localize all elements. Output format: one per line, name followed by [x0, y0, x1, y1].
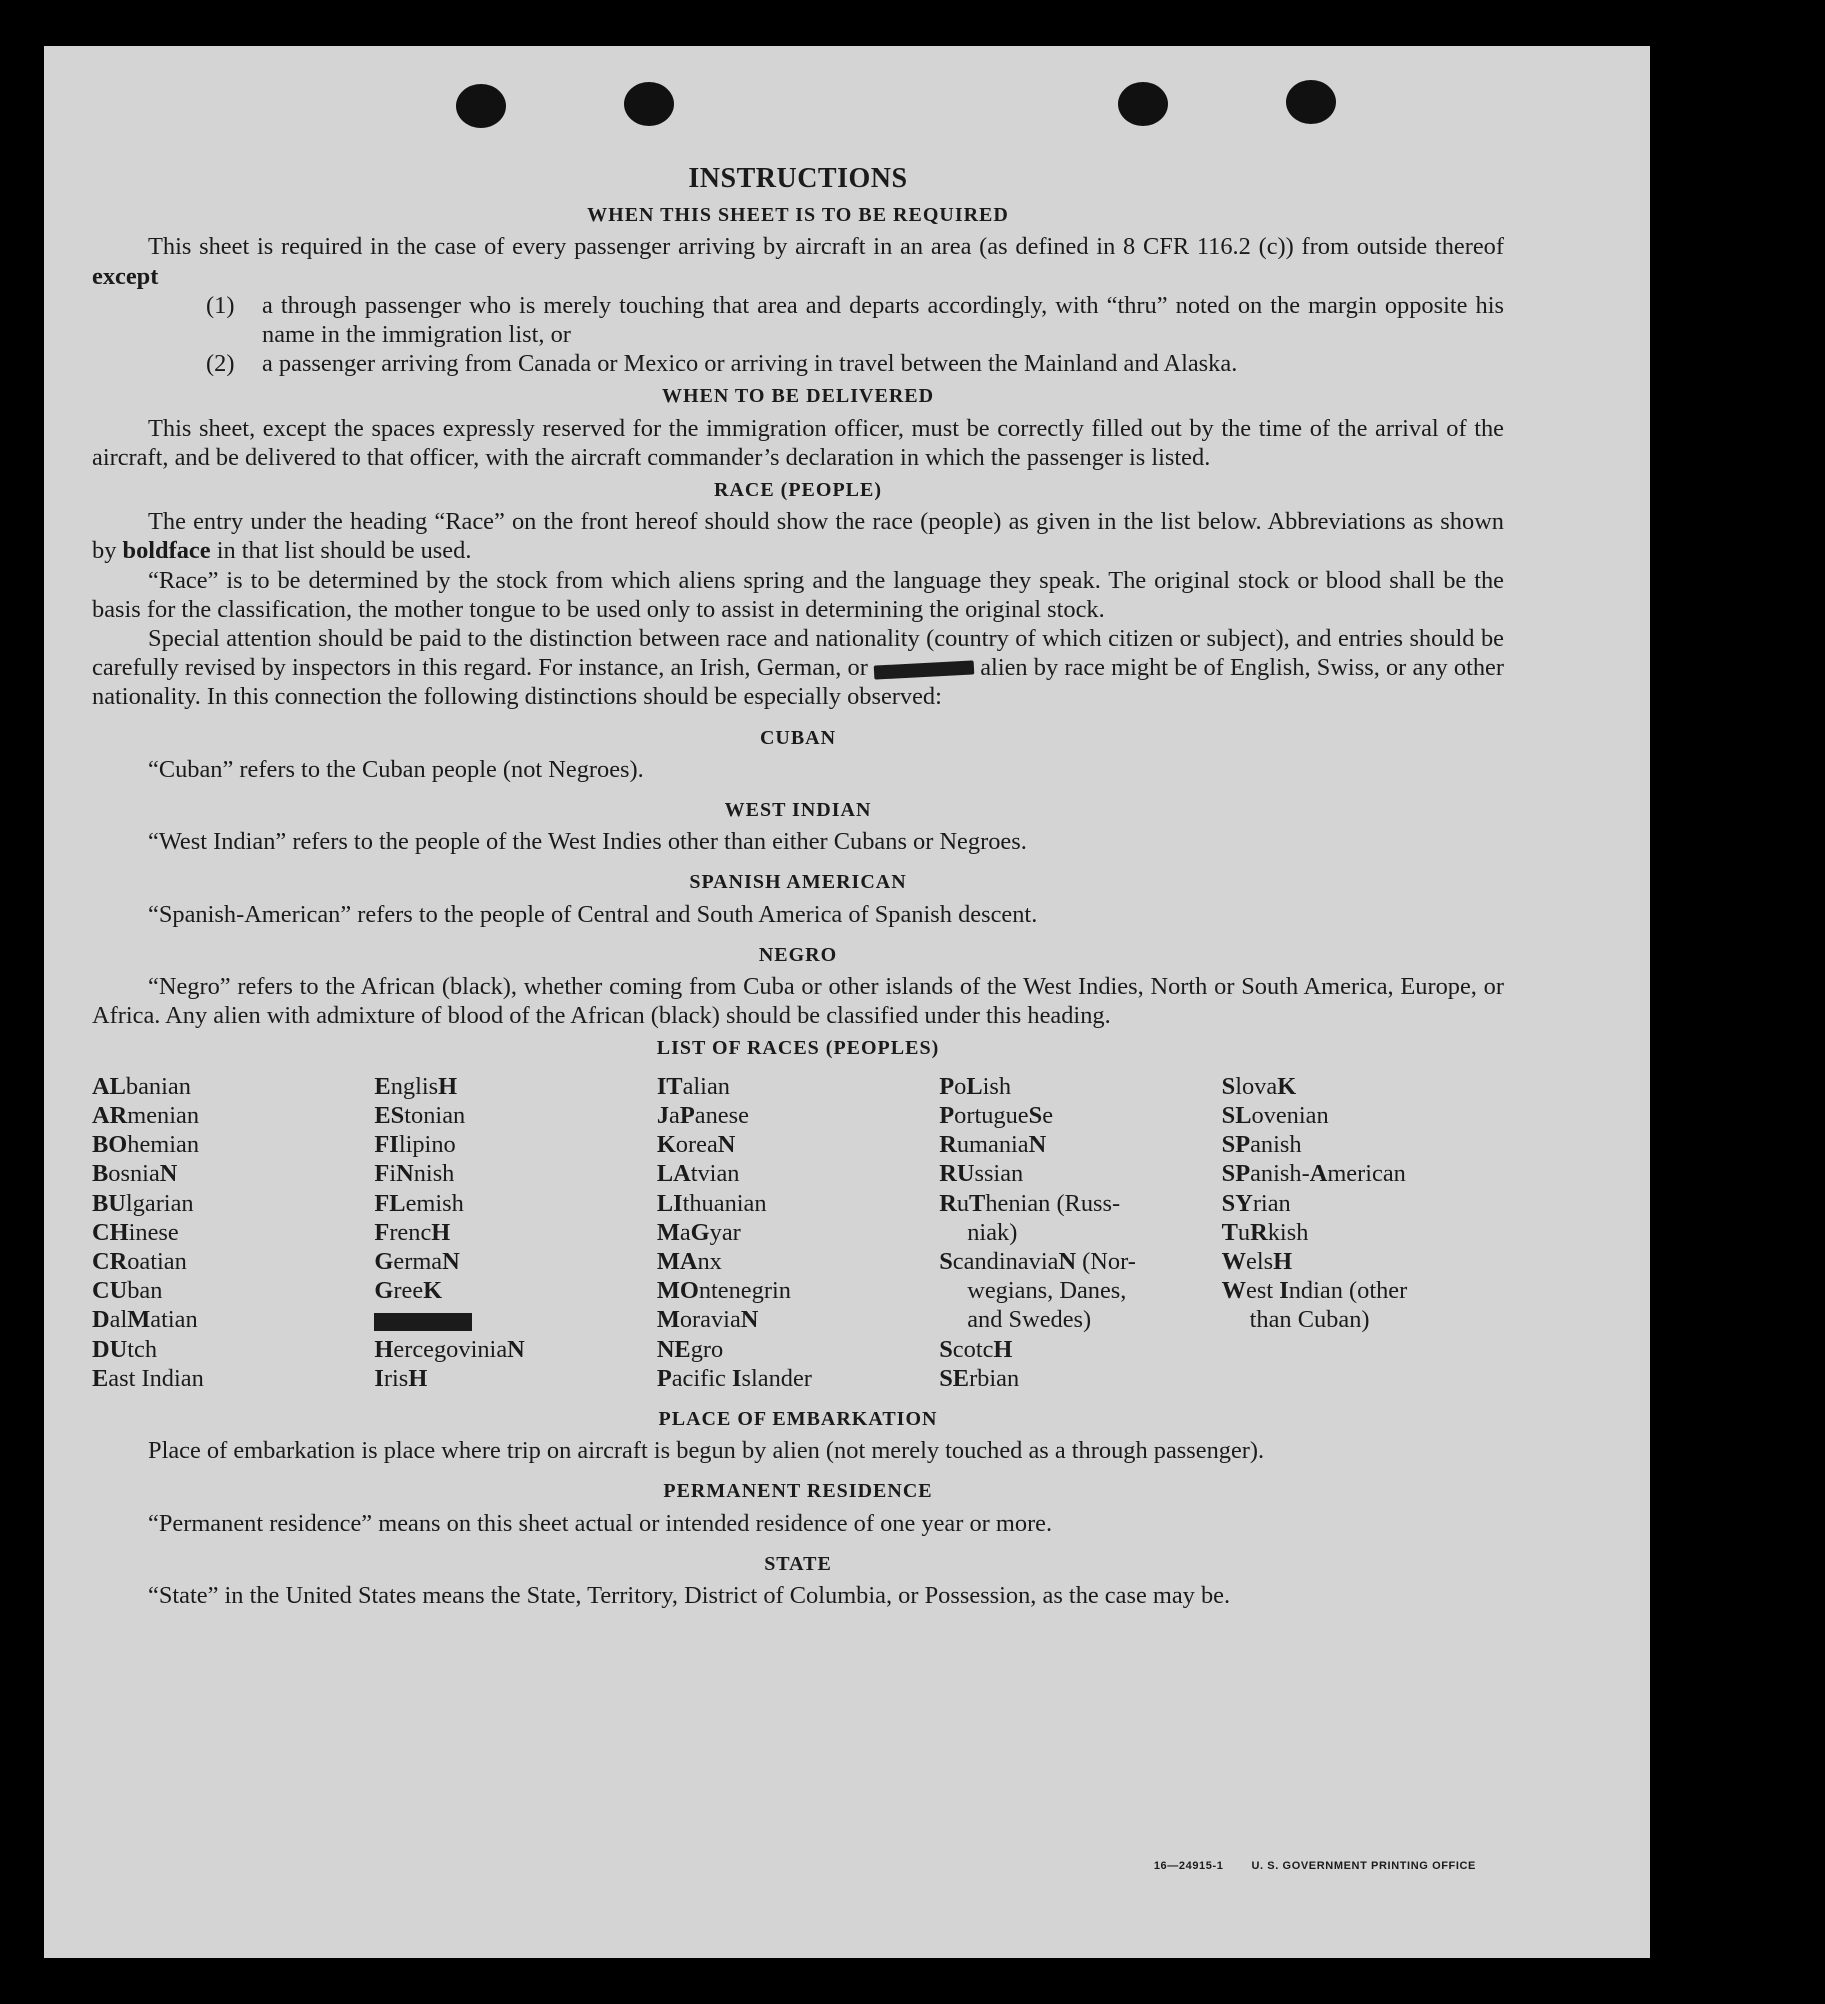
race-entry: East Indian — [92, 1364, 204, 1392]
race-entry: BosniaN — [92, 1160, 178, 1188]
race-entry: SYrian — [1221, 1189, 1291, 1217]
race-entry: MaGyar — [656, 1218, 741, 1246]
redaction-mark — [374, 1313, 472, 1331]
race-entry: CRoatian — [92, 1247, 187, 1275]
race-entry: BUlgarian — [92, 1189, 194, 1217]
race-entry: SPanish — [1221, 1131, 1302, 1159]
race-entry: FiNnish — [374, 1160, 455, 1188]
section-heading: PERMANENT RESIDENCE — [663, 1480, 933, 1503]
race-entry: ALbanian — [92, 1072, 191, 1100]
section-heading: WEST INDIAN — [724, 799, 872, 822]
section-heading: CUBAN — [759, 726, 837, 749]
race-entry: CHinese — [92, 1218, 179, 1246]
punch-hole — [624, 82, 674, 126]
paragraph: Place of embarkation is place where trip on aircraft is begun by alien (not merely touched as a through passenger). — [148, 1437, 1265, 1465]
race-entry: EStonian — [374, 1101, 466, 1129]
race-entry: CUban — [92, 1277, 163, 1305]
paragraph: “State” in the United States means the State, Territory, District of Columbia, or Possession, as the case may be. — [148, 1581, 1231, 1609]
races-column — [1222, 1072, 1504, 1393]
section-heading: WHEN THIS SHEET IS TO BE REQUIRED — [587, 204, 1009, 227]
punch-hole — [1118, 82, 1168, 126]
paragraph: “Spanish-American” refers to the people of Central and South America of Spanish descent. — [148, 900, 1038, 928]
paragraph: “West Indian” refers to the people of the West Indies other than either Cubans or Negroes. — [148, 828, 1027, 856]
race-entry: MAnx — [656, 1247, 722, 1275]
race-entry: KoreaN — [656, 1131, 736, 1159]
race-entry: wegians, Danes, — [967, 1277, 1127, 1305]
paragraph: The entry under the heading “Race” on the front hereof should show the race (people) as given in the list below. Abbreviations as shown by boldface in that list should be used. — [92, 508, 1504, 565]
race-entry: MoraviaN — [656, 1306, 759, 1334]
redaction-mark — [874, 660, 975, 679]
race-entry: FIlipino — [374, 1131, 456, 1159]
race-entry: Pacific Islander — [656, 1364, 812, 1392]
list-item: (2) a passenger arriving from Canada or Mexico or arriving in travel between the Mainland and Alaska. — [206, 350, 1238, 378]
race-entry: and Swedes) — [967, 1306, 1092, 1334]
race-entry: PortugueSe — [939, 1101, 1054, 1129]
race-entry: RuThenian (Russ- — [939, 1189, 1121, 1217]
section-heading: SPANISH AMERICAN — [689, 871, 907, 894]
race-entry: ScotcH — [939, 1335, 1013, 1363]
race-entry: EnglisH — [374, 1072, 458, 1100]
form-number: 16—24915-1 — [1153, 1860, 1224, 1872]
race-entry: SlovaK — [1221, 1072, 1297, 1100]
race-entry: FLemish — [374, 1189, 464, 1217]
section-heading: WHEN TO BE DELIVERED — [661, 385, 935, 408]
printer-footer — [1154, 1860, 1476, 1872]
document-sheet — [44, 46, 1650, 1958]
race-entry: GermaN — [374, 1247, 460, 1275]
race-entry: LAtvian — [656, 1160, 740, 1188]
races-column — [657, 1072, 939, 1393]
race-entry: than Cuban) — [1249, 1306, 1370, 1334]
race-entry: HercegoviniaN — [374, 1335, 525, 1363]
race-entry: MOntenegrin — [656, 1277, 791, 1305]
races-column — [939, 1072, 1221, 1393]
race-entry: RUssian — [939, 1160, 1024, 1188]
paragraph: “Negro” refers to the African (black), whether coming from Cuba or other islands of the West Indies, North or South America, Europe, or Africa. Any alien with admixture of blood of the African (black) should be classified under this heading. — [92, 973, 1504, 1030]
race-entry: NEgro — [656, 1335, 724, 1363]
punch-hole — [456, 84, 506, 128]
race-entry: JaPanese — [656, 1101, 749, 1129]
race-entry: ITalian — [656, 1072, 730, 1100]
race-entry: DalMatian — [92, 1306, 198, 1334]
race-entry: IrisH — [374, 1364, 428, 1392]
paragraph: “Cuban” refers to the Cuban people (not Negroes). — [148, 755, 644, 783]
printer-name: U. S. GOVERNMENT PRINTING OFFICE — [1251, 1860, 1476, 1872]
page-title: INSTRUCTIONS — [688, 163, 908, 194]
race-entry: niak) — [967, 1218, 1018, 1246]
race-entry: ScandinaviaN (Nor- — [939, 1247, 1136, 1275]
race-entry: WelsH — [1221, 1247, 1293, 1275]
race-entry: GreeK — [374, 1277, 443, 1305]
paragraph: This sheet, except the spaces expressly reserved for the immigration officer, must be correctly filled out by the time of the arrival of the aircraft, and be delivered to that officer, with the aircraft commander’s declaration in which the passenger is listed. — [92, 414, 1504, 471]
races-list — [92, 1072, 1504, 1393]
instructions-body — [92, 164, 1504, 1610]
paragraph: “Race” is to be determined by the stock from which aliens spring and the language they speak. The original stock or blood shall be the basis for the classification, the mother tongue to be used only to assist in determining the original stock. — [92, 566, 1504, 623]
races-column — [374, 1072, 656, 1393]
race-entry: SErbian — [939, 1364, 1020, 1392]
paragraph: This sheet is required in the case of every passenger arriving by aircraft in an area (as defined in 8 CFR 116.2 (c)) from outside thereof except — [92, 233, 1504, 290]
race-entry: TuRkish — [1221, 1218, 1309, 1246]
section-heading: PLACE OF EMBARKATION — [658, 1407, 938, 1430]
section-heading: NEGRO — [758, 943, 838, 966]
race-entry: BOhemian — [92, 1131, 200, 1159]
section-heading: RACE (PEOPLE) — [714, 479, 882, 502]
race-entry: West Indian (other — [1221, 1277, 1408, 1305]
race-entry: FrencH — [374, 1218, 451, 1246]
race-entry: ARmenian — [92, 1101, 200, 1129]
section-heading: LIST OF RACES (PEOPLES) — [656, 1037, 940, 1060]
list-item: (1) a through passenger who is merely touching that area and departs accordingly, with “thru” noted on the margin opposite his name in the immigration list, or — [206, 291, 1504, 349]
race-entry: RumaniaN — [939, 1131, 1047, 1159]
race-entry — [374, 1305, 656, 1334]
race-entry: LIthuanian — [656, 1189, 767, 1217]
paragraph: Special attention should be paid to the distinction between race and nationality (country of which citizen or subject), and entries should be carefully revised by inspectors in this regard. For instance, an Irish, German, or alien by race might be of English, Swiss, or any other nationality. In this connection the following distinctions should be especially observed: — [92, 625, 1504, 711]
race-entry: DUtch — [92, 1335, 158, 1363]
race-entry: SPanish-American — [1221, 1160, 1406, 1188]
section-heading: STATE — [764, 1552, 832, 1575]
race-entry: SLovenian — [1221, 1101, 1329, 1129]
races-column — [92, 1072, 374, 1393]
paragraph: “Permanent residence” means on this sheet actual or intended residence of one year or more. — [148, 1509, 1053, 1537]
punch-hole — [1286, 80, 1336, 124]
race-entry: PoLish — [939, 1072, 1012, 1100]
